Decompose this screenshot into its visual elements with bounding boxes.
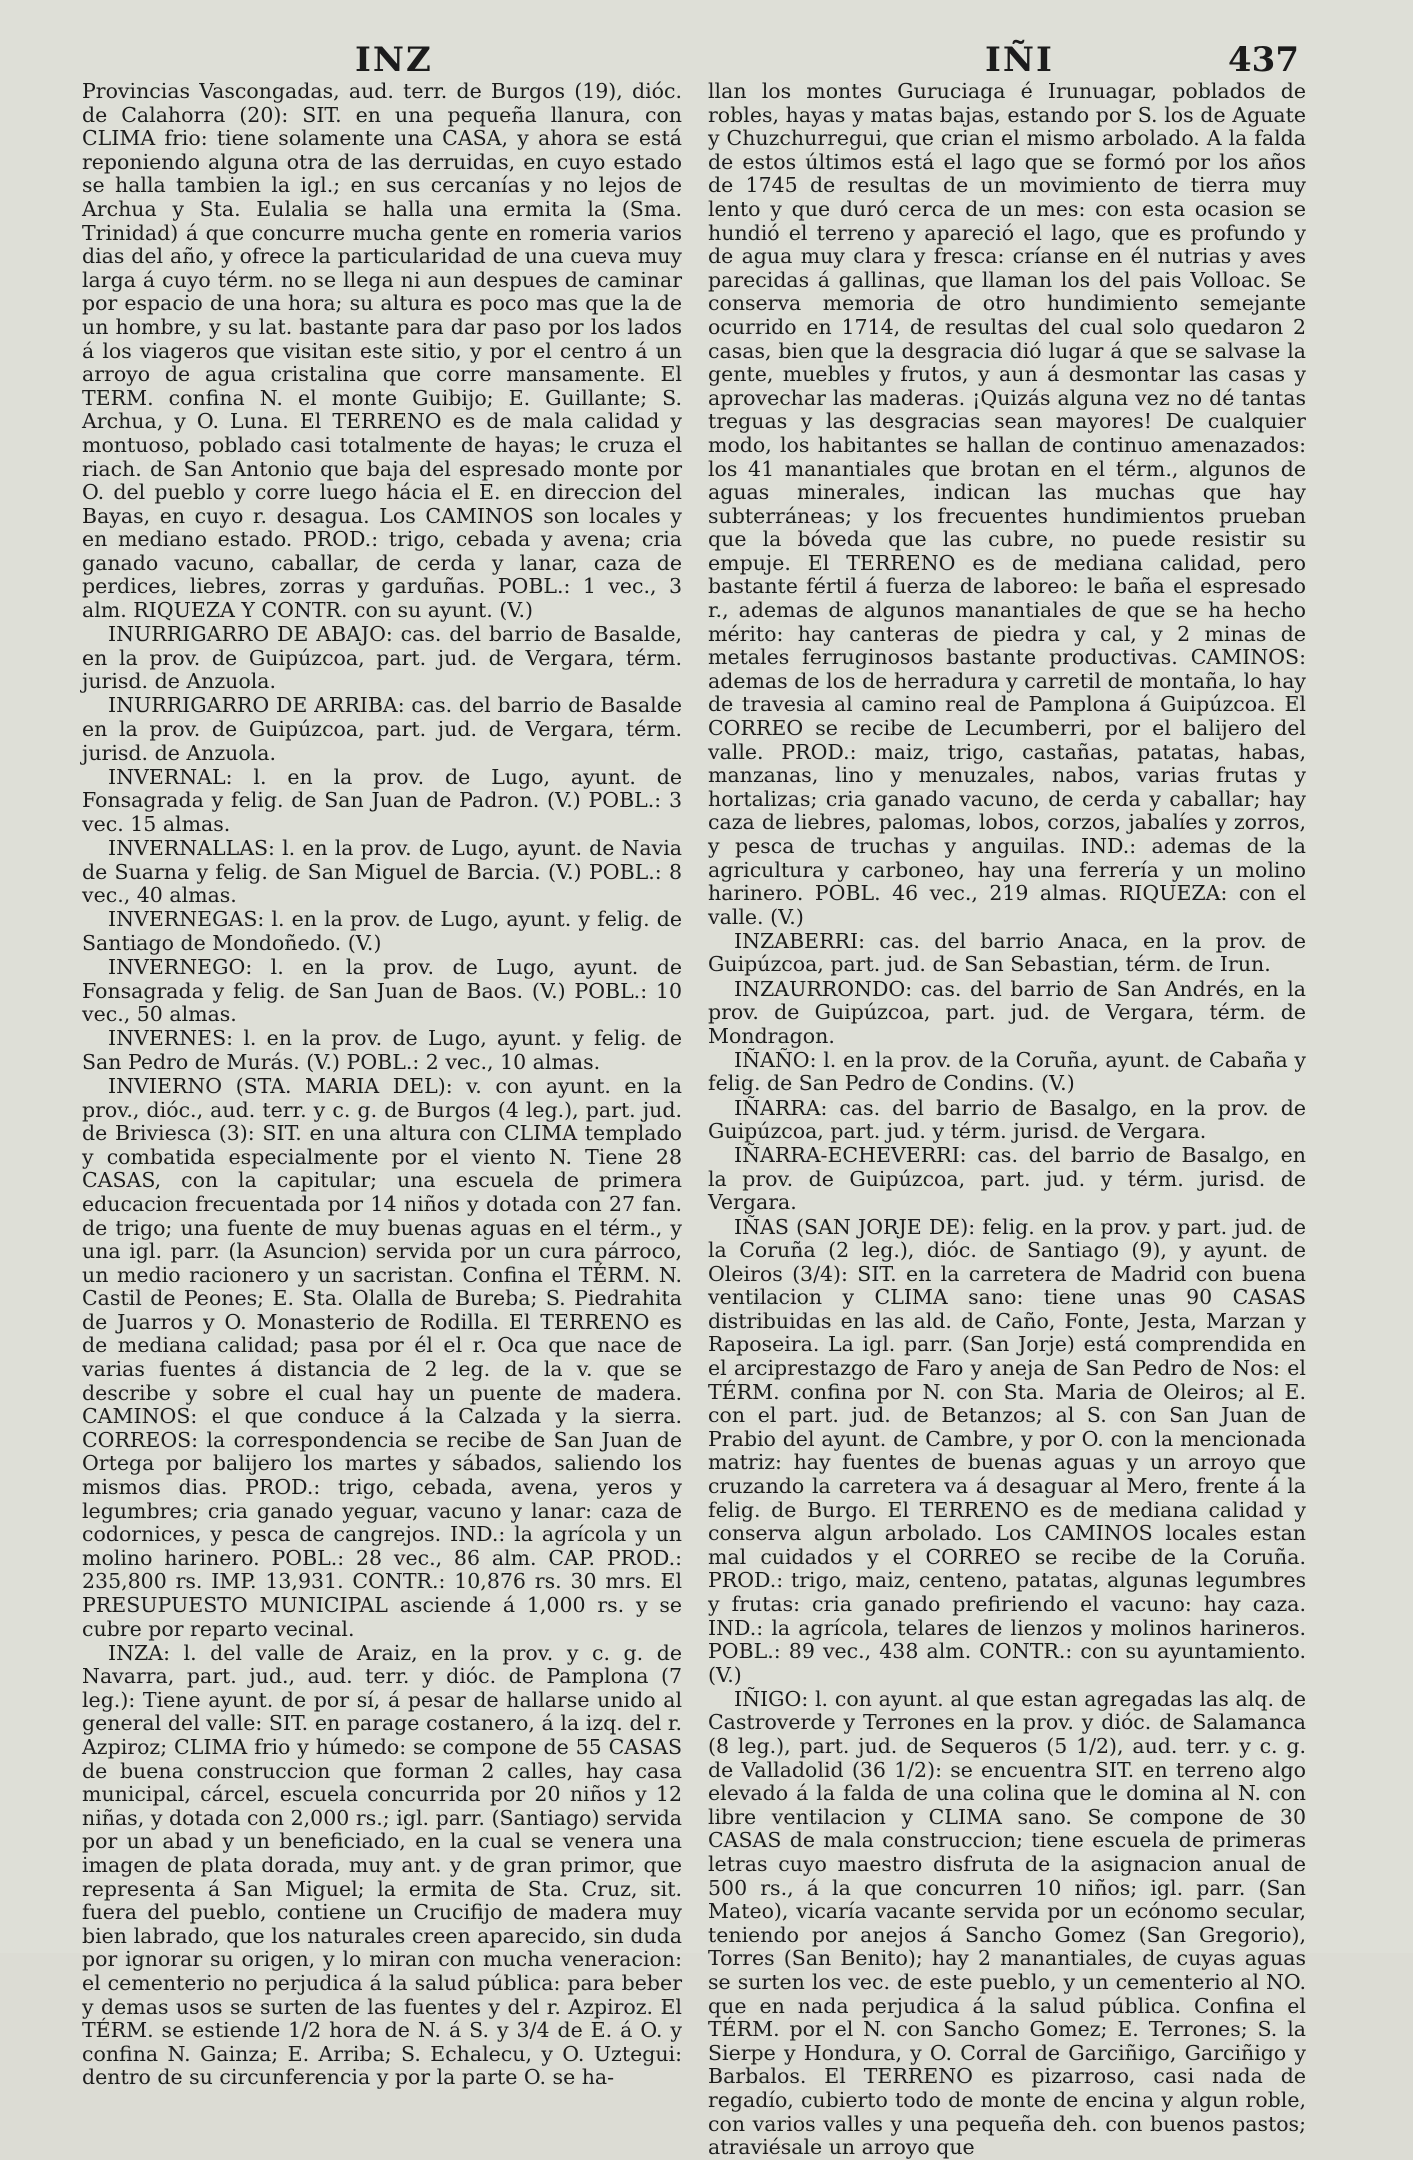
entry-inza: INZA: l. del valle de Araiz, en la prov. y c. g. de Navarra, part. jud., aud. terr. y dióc. de Pamplona (7 leg.): Tiene ayunt. de por sí, á pesar de hallarse unido al general del valle: SIT. en parage costanero, á la izq. del r. Azpiroz; CLIMA frio y húmedo: se compone de 55 CASAS de buena construccion que forman 2 calles, hay casa municipal, cárcel, escuela concurrida por 20 niños y 12 niñas, y dotada con 2,000 rs.; igl. parr. (Santiago) servida por un abad y un beneficiado, en la cual se venera una imagen de plata dorada, muy ant. y de gran primor, que representa á San Miguel; la ermita de Sta. Cruz, sit. fuera del pueblo, contiene un Crucifijo de madera muy bien labrado, que los naturales creen aparecido, sin duda por ignorar su origen, y lo miran con mucha veneracion: el cementerio no perjudica á la salud pública: para beber y demas usos se surten de las fuentes y del r. Azpiroz. El TÉRM. se estiende 1/2 hora de N. á S. y 3/4 de E. á O. y confina N. Gainza; E. Arriba; S. Echalecu, y O. Uztegui: dentro de su circunferencia y por la parte O. se ha- (82, 1640, 682, 2090)
entry-invernego: INVERNEGO: l. en la prov. de Lugo, ayunt. de Fonsagrada y felig. de San Juan de Baos. (V.) POBL.: 10 vec., 50 almas. (82, 954, 682, 1027)
entry-inzaberri: INZABERRI: cas. del barrio Anaca, en la prov. de Guipúzcoa, part. jud. de San Sebastian, térm. de Irun. (708, 928, 1306, 977)
entry-invernegas: INVERNEGAS: l. en la prov. de Lugo, ayunt. y felig. de Santiago de Mondoñedo. (V.) (82, 907, 682, 955)
entry-invernes: INVERNES: l. en la prov. de Lugo, ayunt. y felig. de San Pedro de Murás. (V.) POBL.: 2 vec., 10 almas. (82, 1026, 682, 1074)
entry-invernallas: INVERNALLAS: l. en la prov. de Lugo, ayunt. de Navia de Suarna y felig. de San Miguel de Barcia. (V.) POBL.: 8 vec., 40 almas. (82, 836, 682, 908)
entry-inza-continuation: llan los montes Guruciaga é Irunuagar, poblados de robles, hayas y matas bajas, estando por S. los de Aguate y Chuzchurregui, que crian el mismo arbolado. A la falda de estos últimos está el lago que se formó por los años de 1745 de resultas de un movimiento de tierra muy lento y que duró cerca de un mes: con esta ocasion se hundió el terreno y apareció el lago, que es profundo y de agua muy clara y fresca: críanse en él nutrias y aves parecidas á gallinas, que llaman los del pais Volloac. Se conserva memoria de otro hundimiento semejante ocurrido en 1714, de resultas del cual solo quedaron 2 casas, bien que la desgracia dió lugar á que se salvase la gente, muebles y frutos, y aun á desmontar las casas y aprovechar las maderas. ¡Quizás alguna vez no dé tantas treguas y las desgracias sean mayores! De cualquier modo, los habitantes se hallan de continuo amenazados: los 41 manantiales que brotan en el térm., algunos de aguas minerales, indican las muchas que hay subterráneas; y los frecuentes hundimientos prueban que la bóveda que las cubre, no puede resistir su empuje. El TERRENO es de mediana calidad, pero bastante fértil á fuerza de laboreo: le baña el espresado r., ademas de algunos manantiales de que se ha hecho mérito: hay canteras de piedra y cal, y 2 minas de metales ferruginosos bastante productivas. CAMINOS: ademas de los de herradura y carretil de montaña, lo hay de travesia al camino real de Pamplona á Guipúzcoa. El CORREO se recibe de Lecumberri, por el balijero del valle. PROD.: maiz, trigo, castañas, patatas, habas, manzanas, lino y menuzales, nabos, varias frutas y hortalizas; cria ganado vacuno, de cerda y caballar; hay caza de liebres, palomas, lobos, corzos, jabalíes y zorros, y pesca de truchas y anguilas. IND.: ademas de la agricultura y carboneo, hay una ferrería y un molino harinero. POBL. 46 vec., 219 almas. RIQUEZA: con el valle. (V.) (708, 79, 1306, 929)
entry-invernal: INVERNAL: l. en la prov. de Lugo, ayunt. de Fonsagrada y felig. de San Juan de Padron. (V.) POBL.: 3 vec. 15 almas. (82, 764, 682, 836)
page-number: 437 (1228, 40, 1299, 80)
entry-inarra-echeverri: IÑARRA-ECHEVERRI: cas. del barrio de Basalgo, en la prov. de Guipúzcoa, part. jud. y térm. jurisd. de Vergara. (708, 1143, 1306, 1215)
right-column (708, 79, 1306, 2160)
entry-inurrigarro-de-abajo: INURRIGARRO DE ABAJO: cas. del barrio de Basalde, en la prov. de Guipúzcoa, part. jud. de Vergara, térm. jurisd. de Anzuola. (82, 622, 682, 694)
header-left-word: INZ (355, 40, 433, 80)
header-right-word: IÑI (985, 40, 1054, 80)
entry-continuation: Provincias Vascongadas, aud. terr. de Burgos (19), dióc. de Calahorra (20): SIT. en una pequeña llanura, con CLIMA frio: tiene solamente una CASA, y ahora se está reponiendo alguna otra de las derruidas, en cuyo estado se halla tambien la igl.; en sus cercanías y no lejos de Archua y Sta. Eulalia se halla una ermita la (Sma. Trinidad) á que concurre mucha gente en romeria varios dias del año, y ofrece la particularidad de una cueva muy larga á cuyo térm. no se llega ni aun despues de caminar por espacio de una hora; su altura es poco mas que la de un hombre, y su lat. bastante para dar paso por los lados á los viageros que visitan este sitio, y por el centro á un arroyo de agua cristalina que corre mansamente. El TERM. confina N. el monte Guibijo; E. Guillante; S. Archua, y O. Luna. El TERRENO es de mala calidad y montuoso, poblado casi totalmente de hayas; le cruza el riach. de San Antonio que baja del espresado monte por O. del pueblo y corre luego hácia el E. en direccion del Bayas, en cuyo r. desagua. Los CAMINOS son locales y en mediano estado. PROD.: trigo, cebada y avena; cria ganado vacuno, caballar, de cerda y lanar, caza de perdices, liebres, zorras y garduñas. POBL.: 1 vec., 3 alm. RIQUEZA Y CONTR. con su ayunt. (V.) (82, 79, 682, 623)
entry-inano: IÑAÑO: l. en la prov. de la Coruña, ayunt. de Cabaña y felig. de San Pedro de Condins. (V.) (708, 1047, 1306, 1096)
entry-inas: IÑAS (SAN JORJE DE): felig. en la prov. y part. jud. de la Coruña (2 leg.), dióc. de Santiago (9), y ayunt. de Oleiros (3/4): SIT. en la carretera de Madrid con buena ventilacion y CLIMA sano: tiene unas 90 CASAS distribuidas en las ald. de Caño, Fonte, Jesta, Marzan y Raposeira. La igl. parr. (San Jorje) está comprendida en el arciprestazgo de Faro y aneja de San Pedro de Nos: el TÉRM. confina por N. con Sta. Maria de Oleiros; al E. con el part. jud. de Betanzos; al S. con San Juan de Prabio del ayunt. de Cambre, y por O. con la mencionada matriz: hay fuentes de buenas aguas y un arroyo que cruzando la carretera va á desaguar al Mero, frente á la felig. de Burgo. El TERRENO es de mediana calidad y conserva algun arbolado. Los CAMINOS locales estan mal cuidados y el CORREO se recibe de la Coruña. PROD.: trigo, maiz, centeno, patatas, algunas legumbres y frutas: cria ganado prefiriendo el vacuno: hay caza. IND.: la agrícola, telares de lienzos y molinos harineros. POBL.: 89 vec., 438 alm. CONTR.: con su ayuntamiento. (V.) (708, 1214, 1306, 1687)
entry-inzaurrondo: INZAURRONDO: cas. del barrio de San Andrés, en la prov. de Guipúzcoa, part. jud. de Vergara, térm. de Mondragon. (708, 976, 1306, 1048)
left-column (82, 79, 682, 2090)
entry-inarra: IÑARRA: cas. del barrio de Basalgo, en la prov. de Guipúzcoa, part. jud. y térm. jurisd. de Vergara. (708, 1095, 1306, 1144)
entry-invierno: INVIERNO (STA. MARIA DEL): v. con ayunt. en la prov., dióc., aud. terr. y c. g. de Burgos (4 leg.), part. jud. de Briviesca (3): SIT. en una altura con CLIMA templado y combatida especialmente por el viento N. Tiene 28 CASAS, con la capitular; una escuela de primera educacion frecuentada por 14 niños y dotada con 27 fan. de trigo; una fuente de muy buenas aguas en el térm., y una igl. parr. (la Asuncion) servida por un cura párroco, un medio racionero y un sacristan. Confina el TÉRM. N. Castil de Peones; E. Sta. Olalla de Bureba; S. Piedrahita de Juarros y O. Monasterio de Rodilla. El TERRENO es de mediana calidad; pasa por él el r. Oca que nace de varias fuentes á distancia de 2 leg. de la v. que se describe y sobre el cual hay un puente de madera. CAMINOS: el que conduce á la Calzada y la sierra. CORREOS: la correspondencia se recibe de San Juan de Ortega por balijero los martes y sábados, saliendo los mismos dias. PROD.: trigo, cebada, avena, yeros y legumbres; cria ganado yeguar, vacuno y lanar: caza de codornices, y pesca de cangrejos. IND.: la agrícola y un molino harinero. POBL.: 28 vec., 86 alm. CAP. PROD.: 235,800 rs. IMP. 13,931. CONTR.: 10,876 rs. 30 mrs. El PRESUPUESTO MUNICIPAL asciende á 1,000 rs. y se cubre por reparto vecinal. (82, 1073, 682, 1641)
entry-inurrigarro-de-arriba: INURRIGARRO DE ARRIBA: cas. del barrio de Basalde en la prov. de Guipúzcoa, part. jud. de Vergara, térm. jurisd. de Anzuola. (82, 693, 682, 765)
entry-inigo: IÑIGO: l. con ayunt. al que estan agregadas las alq. de Castroverde y Terrones en la prov. y dióc. de Salamanca (8 leg.), part. jud. de Sequeros (5 1/2), aud. terr. y c. g. de Valladolid (36 1/2): se encuentra SIT. en terreno algo elevado á la falda de una colina que le domina al N. con libre ventilacion y CLIMA sano. Se compone de 30 CASAS de mala construccion; tiene escuela de primeras letras cuyo maestro disfruta de la asignacion anual de 500 rs., á la que concurren 10 niños; igl. parr. (San Mateo), vicaría vacante servida por un ecónomo secular, teniendo por anejos á Sancho Gomez (San Gregorio), Torres (San Benito); hay 2 manantiales, de cuyas aguas se surten los vec. de este pueblo, y un cementerio al NO. que en nada perjudica á la salud pública. Confina el TÉRM. por el N. con Sancho Gomez; E. Terrones; S. la Sierpe y Hondura, y O. Corral de Garciñigo, Garciñigo y Barbalos. El TERRENO es pizarroso, casi nada de regadío, cubierto todo de monte de encina y algun roble, con varios valles y una pequeña deh. con buenos pastos; atraviésale un arroyo que (708, 1686, 1306, 2160)
